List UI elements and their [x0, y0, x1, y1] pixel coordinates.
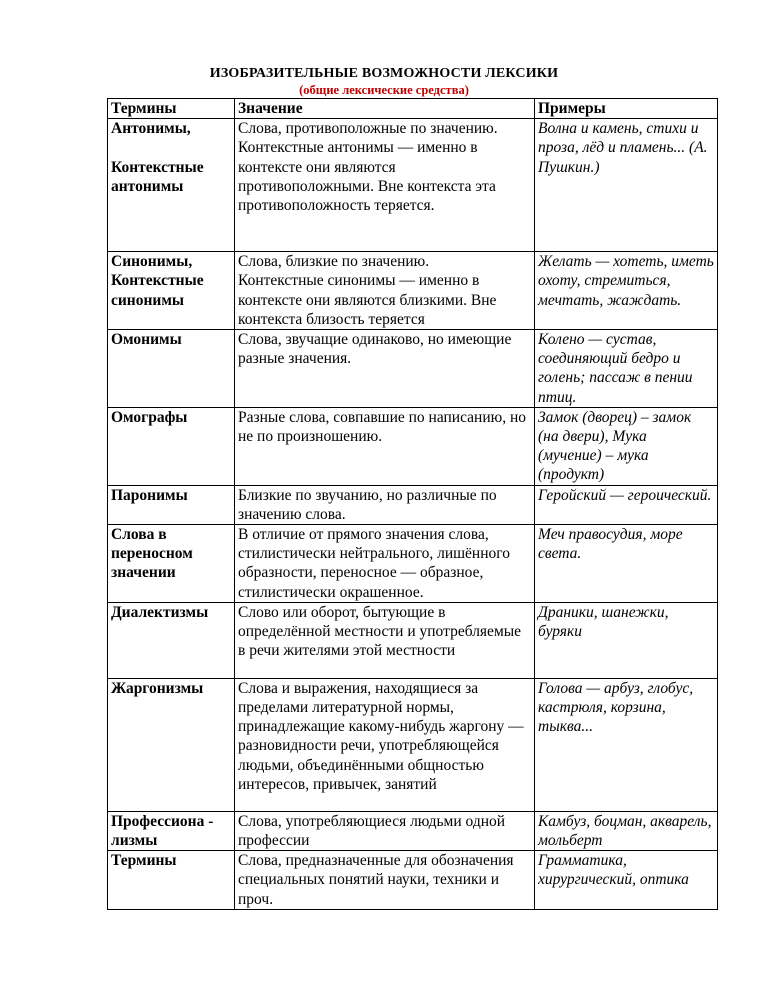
term-cell: Омонимы [108, 330, 235, 408]
page-title: ИЗОБРАЗИТЕЛЬНЫЕ ВОЗМОЖНОСТИ ЛЕКСИКИ [209, 66, 559, 81]
term-cell: Омографы [108, 407, 235, 485]
examples-cell: Драники, шанежки, буряки [535, 602, 718, 678]
meaning-cell: Разные слова, совпавшие по написанию, но не по произношению. [235, 407, 535, 485]
table-row [108, 851, 718, 910]
table-header-row [108, 99, 718, 119]
term-cell: Диалектизмы [108, 602, 235, 678]
table-row [108, 330, 718, 408]
lexis-table [107, 98, 718, 910]
column-header-terms: Термины [108, 99, 235, 119]
table-row [108, 252, 718, 330]
meaning-cell: Близкие по звучанию, но различные по значению слова. [235, 485, 535, 524]
examples-cell: Камбуз, боцман, акварель, мольберт [535, 811, 718, 850]
page-subtitle: (общие лексические средства) [299, 83, 469, 97]
meaning-cell: Слова, употребляющиеся людьми одной профессии [235, 811, 535, 850]
table-row [108, 407, 718, 485]
term-cell: Паронимы [108, 485, 235, 524]
term-cell: Профессиона - лизмы [108, 811, 235, 850]
term-cell: Слова в переносном значении [108, 525, 235, 603]
examples-cell: Волна и камень, стихи и проза, лёд и пламень... (А. Пушкин.) [535, 119, 718, 252]
term-cell: Жаргонизмы [108, 678, 235, 811]
table-row [108, 525, 718, 603]
examples-cell: Меч правосудия, море света. [535, 525, 718, 603]
meaning-cell: Слова, противоположные по значению. Контекстные антонимы — именно в контексте они являются противоположными. Вне контекста эта противоположность теряется. [235, 119, 535, 252]
table-row [108, 602, 718, 678]
examples-cell: Желать — хотеть, иметь охоту, стремиться, мечтать, жаждать. [535, 252, 718, 330]
meaning-cell: Слова, звучащие одинаково, но имеющие разные значения. [235, 330, 535, 408]
examples-cell: Колено — сустав, соединяющий бедро и голень; пассаж в пении птиц. [535, 330, 718, 408]
column-header-examples: Примеры [535, 99, 718, 119]
examples-cell: Замок (дворец) – замок (на двери), Мука (мучение) – мука (продукт) [535, 407, 718, 485]
examples-cell: Грамматика, хирургический, оптика [535, 851, 718, 910]
column-header-meaning: Значение [235, 99, 535, 119]
term-cell: Антонимы, Контекстные антонимы [108, 119, 235, 252]
table-row [108, 678, 718, 811]
table-row [108, 485, 718, 524]
examples-cell: Голова — арбуз, глобус, кастрюля, корзина, тыква... [535, 678, 718, 811]
meaning-cell: Слово или оборот, бытующие в определённой местности и употребляемые в речи жителями этой местности [235, 602, 535, 678]
table-row [108, 811, 718, 850]
table-row [108, 119, 718, 252]
meaning-cell: Слова и выражения, находящиеся за пределами литературной нормы, принадлежащие какому-нибудь жаргону — разновидности речи, употребляющейся людьми, объединёнными общностью интересов, привычек, занятий [235, 678, 535, 811]
term-cell: Термины [108, 851, 235, 910]
term-cell: Синонимы, Контекстные синонимы [108, 252, 235, 330]
meaning-cell: Слова, близкие по значению. Контекстные синонимы — именно в контексте они являются близкими. Вне контекста близость теряется [235, 252, 535, 330]
meaning-cell: Слова, предназначенные для обозначения специальных понятий науки, техники и проч. [235, 851, 535, 910]
meaning-cell: В отличие от прямого значения слова, стилистически нейтрального, лишённого образности, переносное — образное, стилистически окрашенное. [235, 525, 535, 603]
examples-cell: Геройский — героический. [535, 485, 718, 524]
